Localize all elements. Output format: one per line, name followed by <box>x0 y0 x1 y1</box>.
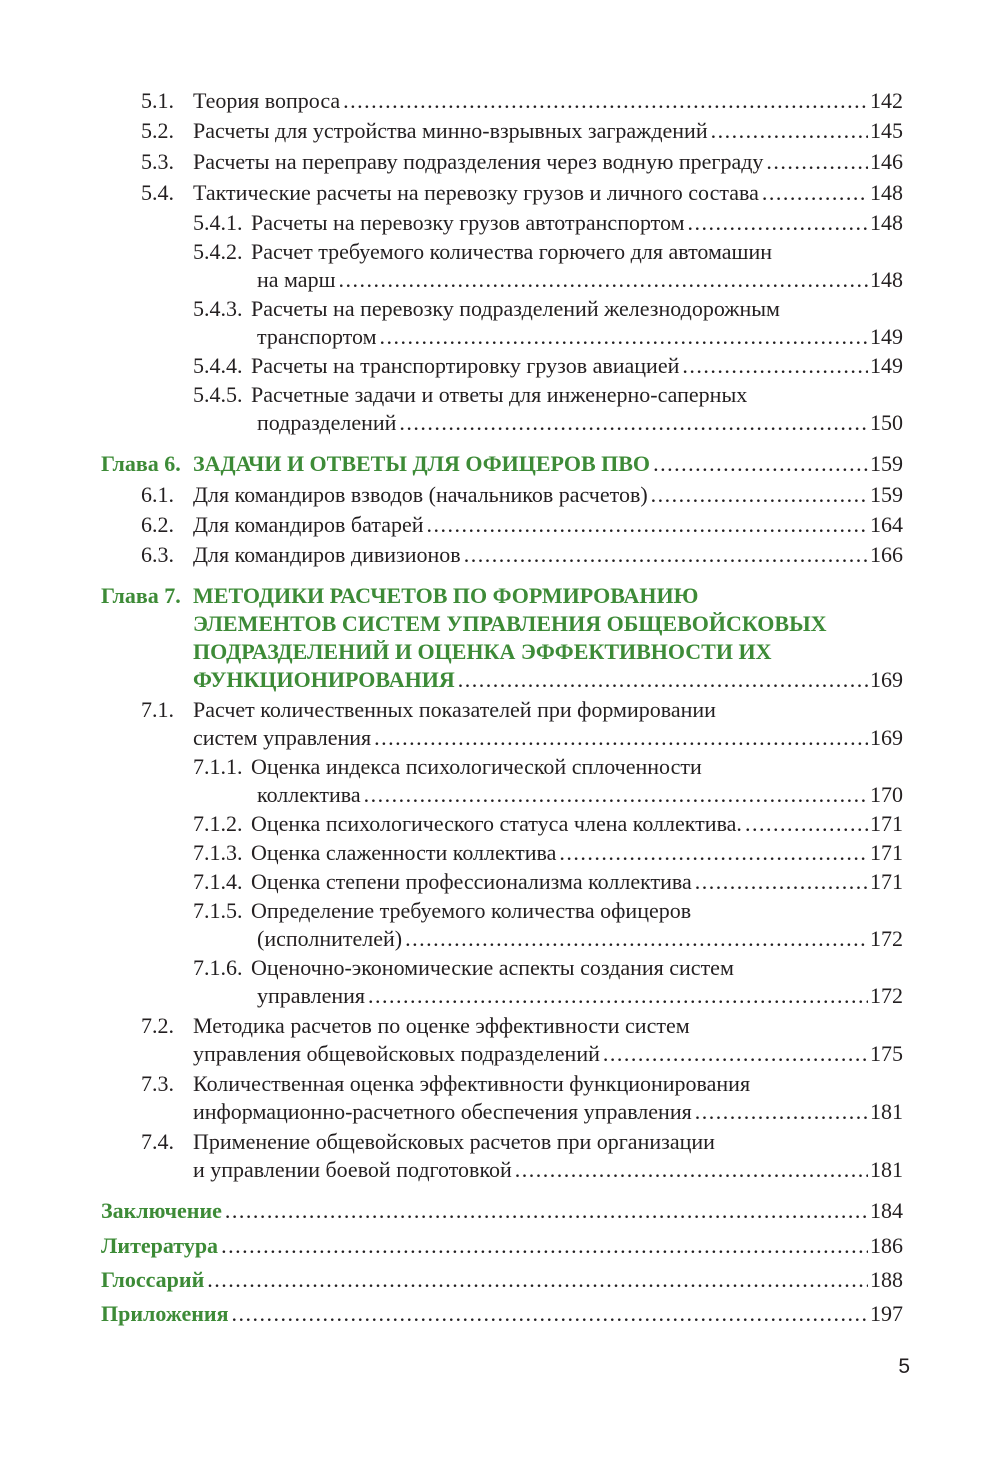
toc-number: 5.4.1. <box>193 210 243 235</box>
toc-page: 148 <box>870 267 903 292</box>
toc-entry <box>257 927 903 951</box>
toc-entry-title: Оценка психологического статуса члена коллектива. <box>251 811 742 836</box>
toc-entry-title: Оценка степени профессионализма коллектива <box>251 869 692 894</box>
toc-number: 7.1.5. <box>193 898 243 923</box>
toc-entry <box>193 726 903 750</box>
toc-entry-title: Тактические расчеты на перевозку грузов и личного состава <box>193 180 759 205</box>
toc-entry-title: Для командиров дивизионов <box>193 542 461 567</box>
toc-page: 142 <box>870 88 903 113</box>
toc-page: 171 <box>870 811 903 836</box>
toc-number: 5.4.4. <box>193 353 243 378</box>
toc-entry <box>251 812 903 836</box>
toc-entry <box>257 411 903 435</box>
toc-entry-title-cont: транспортом <box>257 324 377 349</box>
conclusion-title: Заключение <box>101 1198 222 1223</box>
literature-entry <box>101 1234 903 1258</box>
toc-entry-title: Расчет количественных показателей при формировании <box>193 697 716 722</box>
toc-page: 172 <box>870 926 903 951</box>
toc-page: 171 <box>870 840 903 865</box>
toc-entry <box>257 783 903 807</box>
toc-entry <box>193 150 903 174</box>
page-number: 5 <box>898 1355 910 1378</box>
toc-entry <box>193 89 903 113</box>
toc-page: 148 <box>870 180 903 205</box>
toc-entry-title-cont: коллектива <box>257 782 361 807</box>
toc-number: 5.4.5. <box>193 382 243 407</box>
chapter-entry <box>193 452 903 476</box>
toc-entry <box>193 181 903 205</box>
toc-entry-title: Расчеты на транспортировку грузов авиацией <box>251 353 680 378</box>
toc-page: 184 <box>870 1198 903 1223</box>
toc-entry <box>193 1100 903 1124</box>
toc-number: 6.2. <box>141 512 174 537</box>
toc-entry-title: Расчетные задачи и ответы для инженерно-саперных <box>251 382 748 407</box>
toc-page: 169 <box>870 667 903 692</box>
toc-number: 7.1.3. <box>193 840 243 865</box>
toc-page: 159 <box>870 451 903 476</box>
toc-number: 5.3. <box>141 149 174 174</box>
toc-page: 188 <box>870 1267 903 1292</box>
toc-entry-title: Для командиров батарей <box>193 512 424 537</box>
toc-page: 164 <box>870 512 903 537</box>
toc-number: 7.1.2. <box>193 811 243 836</box>
toc-page: 181 <box>870 1157 903 1182</box>
chapter-number: Глава 7. <box>101 583 181 608</box>
appendices-title: Приложения <box>101 1301 229 1326</box>
toc-page: 186 <box>870 1233 903 1258</box>
toc-entry-title: Определение требуемого количества офицеров <box>251 898 692 923</box>
literature-title: Литература <box>101 1233 219 1258</box>
toc-number: 7.3. <box>141 1071 174 1096</box>
toc-page: 169 <box>870 725 903 750</box>
toc-page: 149 <box>870 353 903 378</box>
toc-entry-title: Расчеты на переправу подразделения через водную преграду <box>193 149 764 174</box>
toc-entry-title: Расчеты на перевозку подразделений железнодорожным <box>251 296 780 321</box>
toc-page: 166 <box>870 542 903 567</box>
glossary-title: Глоссарий <box>101 1267 205 1292</box>
toc-entry-title: Расчеты на перевозку грузов автотранспортом <box>251 210 685 235</box>
toc-entry <box>193 119 903 143</box>
toc-entry-title-cont: подразделений <box>257 410 397 435</box>
toc-page: 145 <box>870 118 903 143</box>
toc-entry <box>251 870 903 894</box>
conclusion-entry <box>101 1199 903 1223</box>
glossary-entry <box>101 1268 903 1292</box>
toc-number: 6.1. <box>141 482 174 507</box>
toc-entry <box>193 1158 903 1182</box>
toc-number: 6.3. <box>141 542 174 567</box>
toc-number: 5.1. <box>141 88 174 113</box>
toc-entry-title: Оценочно-экономические аспекты создания систем <box>251 955 734 980</box>
toc-number: 7.1.6. <box>193 955 243 980</box>
toc-entry-title-cont: управления общевойсковых подразделений <box>193 1041 600 1066</box>
chapter-title: МЕТОДИКИ РАСЧЕТОВ ПО ФОРМИРОВАНИЮ <box>193 583 699 608</box>
toc-entry <box>257 325 903 349</box>
toc-page: 181 <box>870 1099 903 1124</box>
toc-number: 7.1. <box>141 697 174 722</box>
toc-entry-title: Оценка индекса психологической сплоченности <box>251 754 702 779</box>
toc-entry-title-cont: систем управления <box>193 725 372 750</box>
toc-number: 7.2. <box>141 1013 174 1038</box>
toc-entry <box>257 984 903 1008</box>
toc-number: 5.4.2. <box>193 239 243 264</box>
toc-entry <box>251 354 903 378</box>
toc-page: 170 <box>870 782 903 807</box>
chapter-title: ЭЛЕМЕНТОВ СИСТЕМ УПРАВЛЕНИЯ ОБЩЕВОЙСКОВЫХ <box>193 611 827 636</box>
chapter-number: Глава 6. <box>101 451 181 476</box>
toc-entry-title: Расчеты для устройства минно-взрывных заграждений <box>193 118 708 143</box>
toc-page: 159 <box>870 482 903 507</box>
toc-page: 171 <box>870 869 903 894</box>
toc-entry-title: Расчет требуемого количества горючего для автомашин <box>251 239 772 264</box>
toc-entry <box>193 513 903 537</box>
chapter-title: ЗАДАЧИ И ОТВЕТЫ ДЛЯ ОФИЦЕРОВ ПВО <box>193 451 651 476</box>
toc-entry-title-cont: (исполнителей) <box>257 926 403 951</box>
toc-entry-title-cont: управления <box>257 983 366 1008</box>
toc-page: 197 <box>870 1301 903 1326</box>
toc-entry-title-cont: информационно-расчетного обеспечения управления <box>193 1099 692 1124</box>
appendices-entry <box>101 1302 903 1326</box>
chapter-title: ПОДРАЗДЕЛЕНИЙ И ОЦЕНКА ЭФФЕКТИВНОСТИ ИХ <box>193 639 772 664</box>
toc-number: 5.4. <box>141 180 174 205</box>
toc-number: 5.4.3. <box>193 296 243 321</box>
toc-page: 175 <box>870 1041 903 1066</box>
toc-entry <box>251 211 903 235</box>
toc-entry-title-cont: на марш <box>257 267 336 292</box>
toc-entry-title: Количественная оценка эффективности функционирования <box>193 1071 751 1096</box>
toc-entry-title: Методика расчетов по оценке эффективности систем <box>193 1013 690 1038</box>
toc-entry <box>193 1042 903 1066</box>
toc-entry-title: Оценка слаженности коллектива <box>251 840 557 865</box>
toc-entry-title: Применение общевойсковых расчетов при организации <box>193 1129 715 1154</box>
toc-entry <box>251 841 903 865</box>
toc-entry-title: Для командиров взводов (начальников расчетов) <box>193 482 648 507</box>
chapter-entry <box>193 668 903 692</box>
chapter-title: ФУНКЦИОНИРОВАНИЯ <box>193 667 455 692</box>
toc-entry <box>257 268 903 292</box>
toc-entry-title: Теория вопроса <box>193 88 341 113</box>
toc-entry <box>193 543 903 567</box>
toc-entry <box>193 483 903 507</box>
toc-page: 148 <box>870 210 903 235</box>
toc-page: 149 <box>870 324 903 349</box>
toc-entry-title-cont: и управлении боевой подготовкой <box>193 1157 512 1182</box>
toc-number: 7.1.1. <box>193 754 243 779</box>
toc-page: 150 <box>870 410 903 435</box>
toc-page: 146 <box>870 149 903 174</box>
toc-number: 7.4. <box>141 1129 174 1154</box>
toc-page: 172 <box>870 983 903 1008</box>
toc-number: 5.2. <box>141 118 174 143</box>
toc-number: 7.1.4. <box>193 869 243 894</box>
